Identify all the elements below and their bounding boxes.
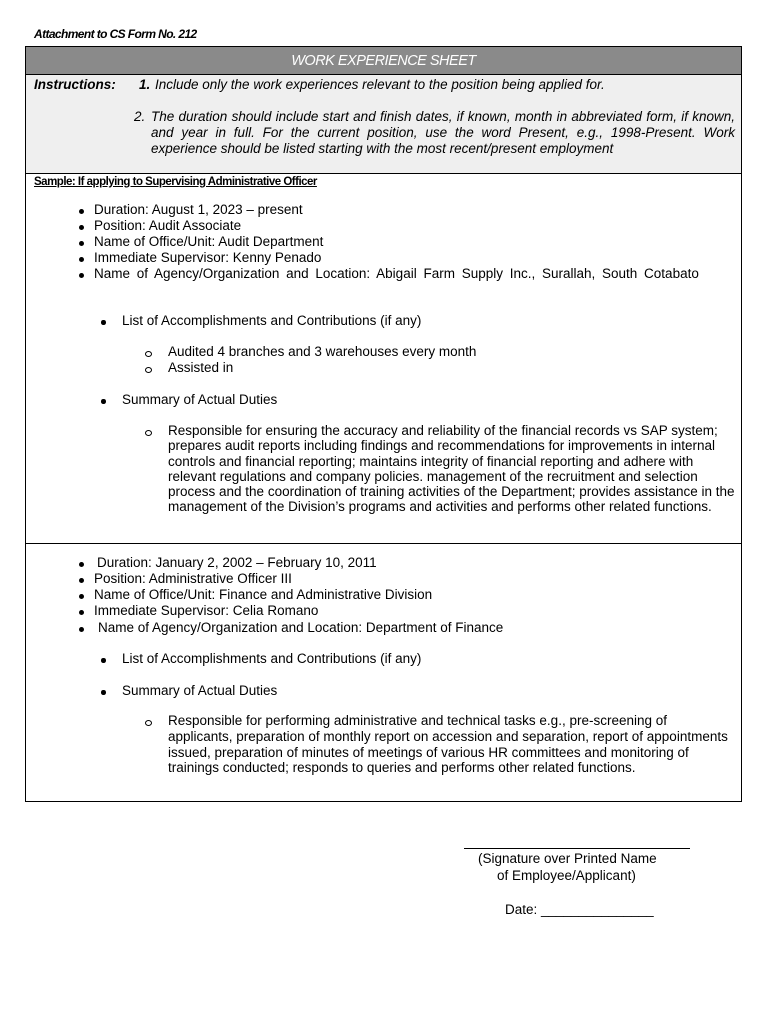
attachment-label: Attachment to CS Form No. 212 — [34, 27, 197, 41]
signature-line — [464, 848, 690, 849]
entry1-position: Position: Audit Associate — [94, 218, 242, 233]
bullet-icon — [101, 320, 106, 325]
entry2-position: Position: Administrative Officer III — [94, 571, 292, 586]
bullet-icon — [101, 690, 106, 695]
bullet-icon — [79, 209, 84, 214]
bullet-icon — [79, 241, 84, 246]
bullet-icon — [79, 562, 84, 567]
entry2-office: Name of Office/Unit: Finance and Administrative Division — [94, 587, 433, 602]
entry2-duties: Responsible for performing administrative and technical tasks e.g., pre-screening of applicants, preparation of monthly report on accession and separation, report of appointments issued, preparation of minutes of meetings of various HR committees and monitoring of trainings conducted; responds to queries and performs other related functions. — [168, 713, 728, 776]
circle-bullet-icon — [145, 367, 152, 373]
instructions-label: Instructions: — [34, 77, 116, 92]
entry1-supervisor: Immediate Supervisor: Kenny Penado — [94, 250, 322, 265]
instruction-2: The duration should include start and finish dates, if known, month in abbreviated form, if known, and year in full. For the current position, use the word Present, e.g., 1998-Present. Work experience should be listed starting with the most recent/present employment — [151, 109, 735, 156]
bullet-icon — [79, 627, 84, 632]
entry1-accomplishment-2: Assisted in — [168, 360, 234, 375]
circle-bullet-icon — [145, 430, 152, 436]
date-field: Date: _______________ — [505, 902, 654, 917]
instructions-box — [26, 75, 741, 174]
entry1-agency: Name of Agency/Organization and Location: Abigail Farm Supply Inc., Surallah, South Cotabato — [94, 266, 699, 281]
bullet-icon — [79, 257, 84, 262]
bullet-icon — [79, 610, 84, 615]
circle-bullet-icon — [145, 720, 152, 726]
bullet-icon — [101, 658, 106, 663]
signature-caption-line1: (Signature over Printed Name — [478, 851, 657, 866]
instruction-1: Include only the work experiences relevant to the position being applied for. — [155, 77, 605, 92]
entry1-duties: Responsible for ensuring the accuracy and reliability of the financial records vs SAP system; prepares audit reports including findings and recommendations for improvements in internal controls and financial reporting; maintains integrity of financial reporting and adhere with relevant regulations and company policies. management of the recruitment and selection process and the coordination of training activities of the Department; provides assistance in the management of the Division’s programs and activities and performs other related functions. — [168, 423, 735, 515]
entry1-office: Name of Office/Unit: Audit Department — [94, 234, 324, 249]
entry2-agency: Name of Agency/Organization and Location: Department of Finance — [98, 620, 504, 635]
entry2-supervisor: Immediate Supervisor: Celia Romano — [94, 603, 319, 618]
sample-label: Sample: If applying to Supervising Administrative Officer — [34, 176, 317, 188]
entry2-duration: Duration: January 2, 2002 – February 10, 2011 — [97, 555, 377, 570]
bullet-icon — [79, 594, 84, 599]
bullet-icon — [79, 273, 84, 278]
entry1-accomplishment-1: Audited 4 branches and 3 warehouses every month — [168, 344, 477, 359]
instruction-1-number: 1. — [139, 77, 151, 92]
entry1-accomplishments-heading: List of Accomplishments and Contributions (if any) — [122, 313, 422, 328]
entry1-duties-heading: Summary of Actual Duties — [122, 392, 278, 407]
entry1-duration: Duration: August 1, 2023 – present — [94, 202, 303, 217]
circle-bullet-icon — [145, 351, 152, 357]
sheet-title: WORK EXPERIENCE SHEET — [26, 47, 741, 75]
entry2-accomplishments-heading: List of Accomplishments and Contributions (if any) — [122, 651, 422, 666]
bullet-icon — [79, 225, 84, 230]
signature-caption-line2: of Employee/Applicant) — [497, 868, 636, 883]
bullet-icon — [101, 399, 106, 404]
instruction-2-number: 2. — [134, 109, 146, 124]
entry-divider — [26, 543, 741, 544]
entry2-duties-heading: Summary of Actual Duties — [122, 683, 278, 698]
work-experience-sheet — [25, 46, 742, 802]
bullet-icon — [79, 578, 84, 583]
